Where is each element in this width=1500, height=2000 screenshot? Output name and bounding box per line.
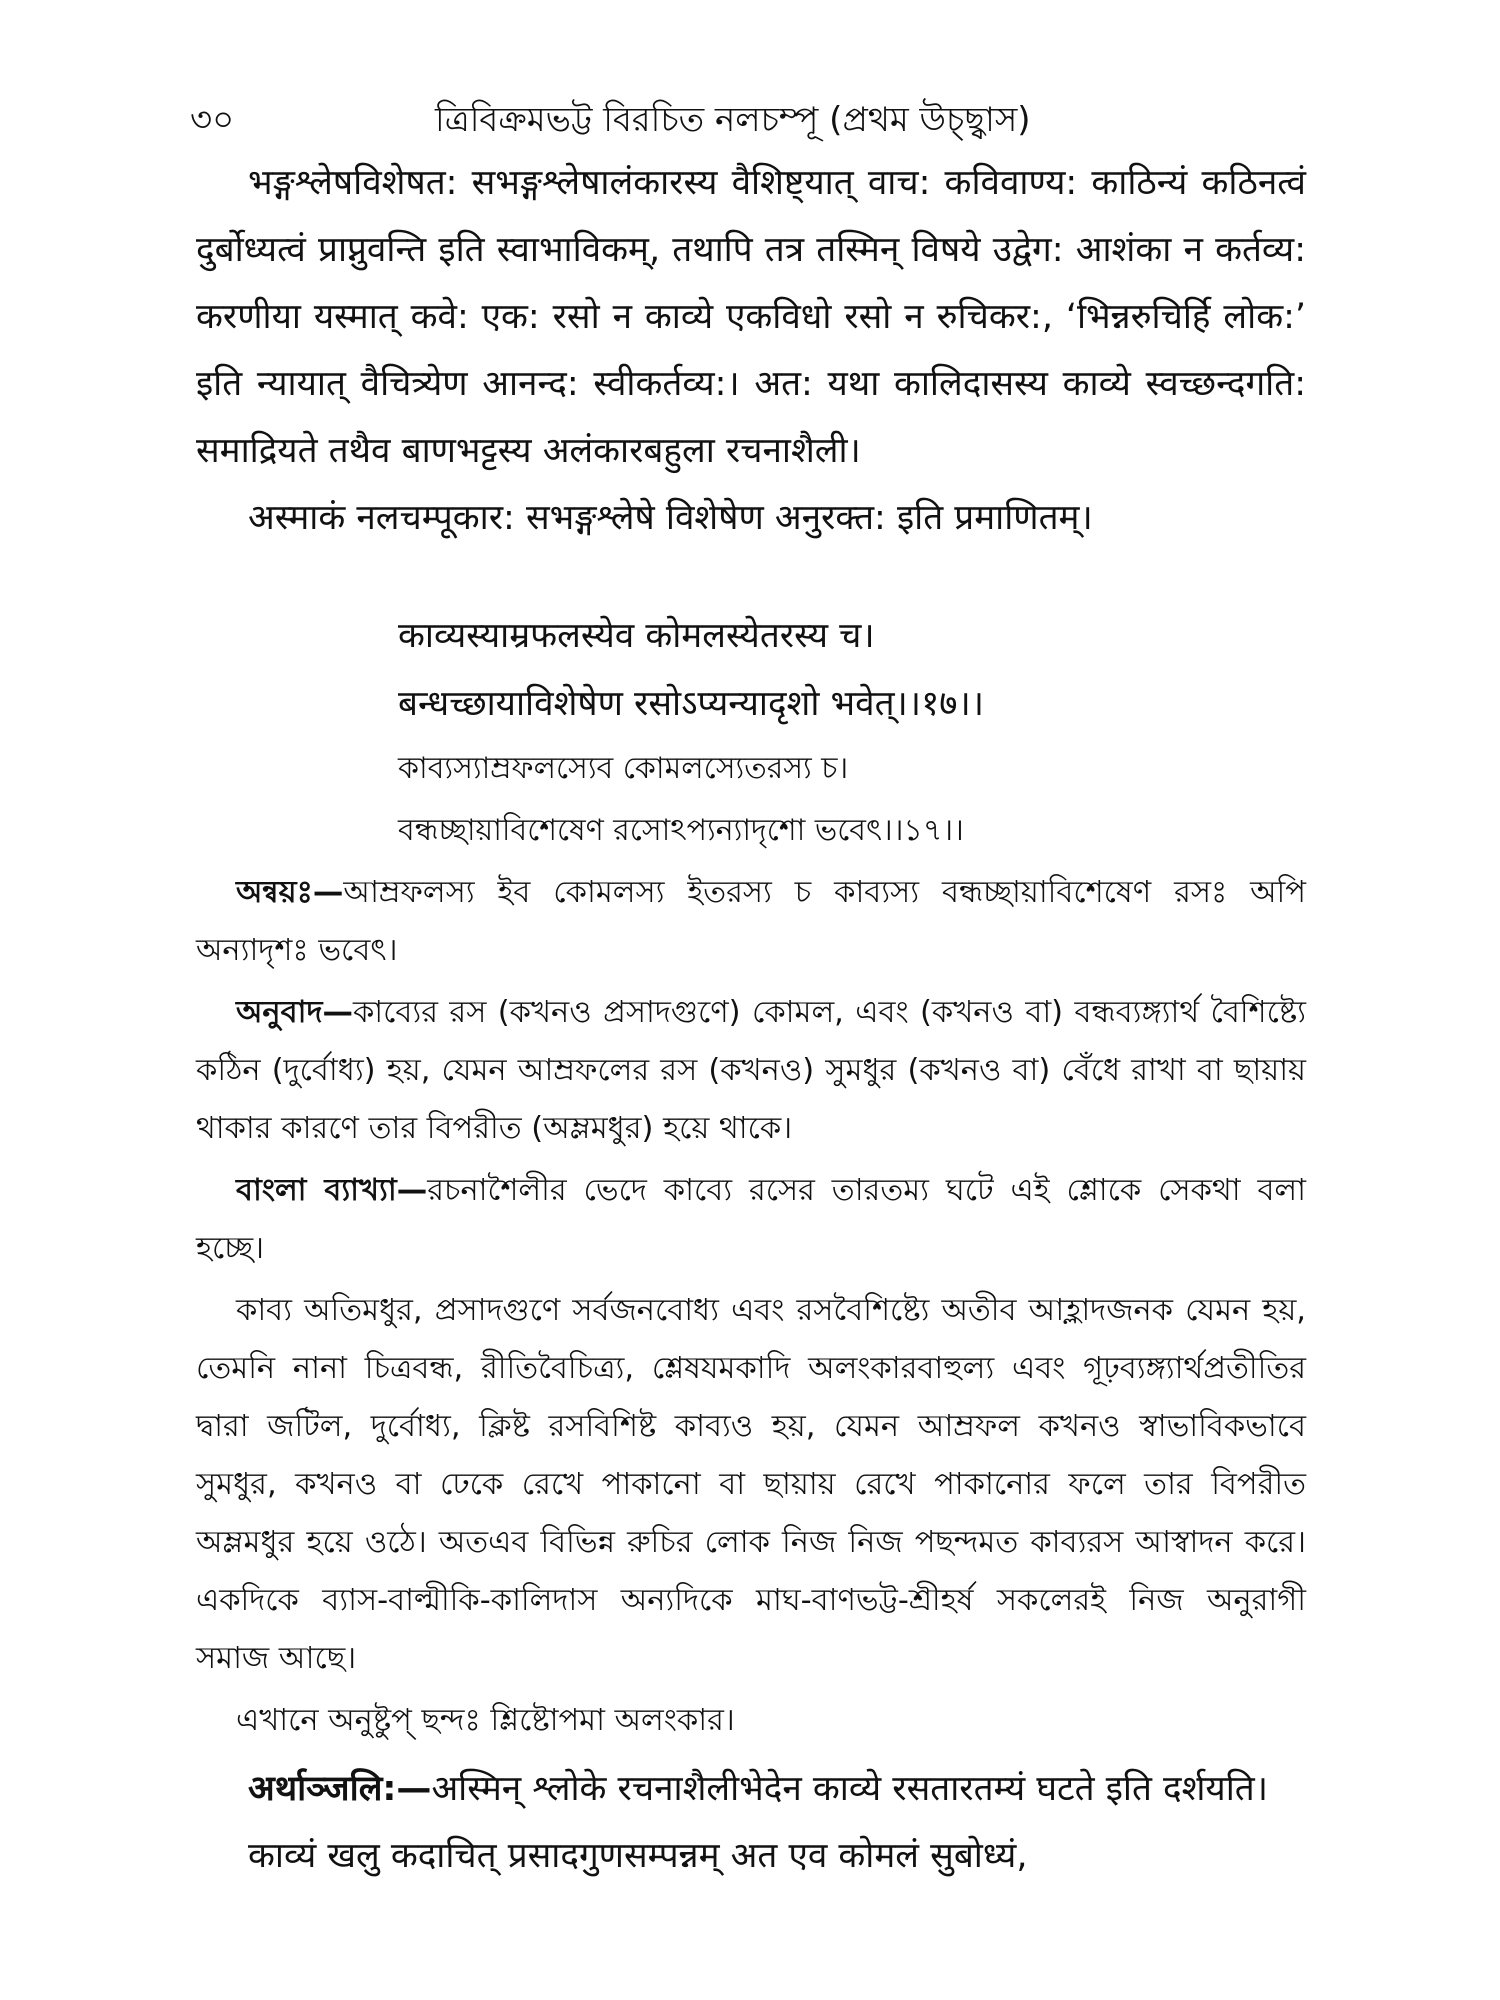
verse-devanagari-line-2: बन्धच्छायाविशेषेण रसोऽप्यन्यादृशो भवेत्।।१७।। (398, 684, 984, 724)
verse-bengali-line-1: কাব্যস্যাম্রফলস্যেব কোমলস্যেতরস্য চ। (398, 751, 849, 786)
sanskrit-commentary-paragraph: भङ्गश्लेषविशेषत: सभङ्गश्लेषालंकारस्य वैशिष्ट्यात् वाच: कविवाण्य: काठिन्यं कठिनत्वं दुर्बोध्यत्वं प्राप्नुवन्ति इति स्वाभाविकम्, तथापि तत्र तस्मिन् विषये उद्वेग: आशंका न कर्तव्य: करणीया यस्मात् कवे: एक: रसो न काव्ये एकविधो रसो न रुचिकर:, ‘भिन्नरुचिर्हि लोक:’ इति न्यायात् वैचित्र्येण आनन्द: स्वीकर्तव्य:। अत: यथा कालिदासस्य काव्ये स्वच्छन्दगति: समाद्रियते तथैव बाणभट्टस्य अलंकारबहुला रचनाशैली। (196, 163, 1306, 471)
bangla-explanation-paragraph: কাব্য অতিমধুর, প্রসাদগুণে সর্বজনবোধ্য এবং রসবৈশিষ্ট্যে অতীব আহ্লাদজনক যেমন হয়, তেমনি নানা চিত্রবন্ধ, রীতিবৈচিত্র্য, শ্লেষযমকাদি অলংকারবাহুল্য এবং গূঢ়ব্যঙ্গ্যার্থপ্রতীতির দ্বারা জটিল, দুর্বোধ্য, ক্লিষ্ট রসবিশিষ্ট কাব্যও হয়, যেমন আম্রফল কখনও স্বাভাবিকভাবে সুমধুর, কখনও বা ঢেকে রেখে পাকানো বা ছায়ায় রেখে পাকানোর ফলে তার বিপরীত অম্লমধুর হয়ে ওঠে। অতএব বিভিন্ন রুচির লোক নিজ নিজ পছন্দমত কাব্যরস আস্বাদন করে। একদিকে ব্যাস-বাল্মীকি-কালিদাস অন্যদিকে মাঘ-বাণভট্ট-শ্রীহর্ষ সকলেরই নিজ অনুরাগী সমাজ আছে। (196, 1293, 1306, 1676)
sanskrit-commentary-conclusion: अस्माकं नलचम्पूकार: सभङ्गश्लेषे विशेषेण अनुरक्त: इति प्रमाणितम्। (248, 498, 1093, 538)
verse-17 (398, 602, 1306, 862)
page-body (196, 150, 1306, 1890)
running-title: ত্রিবিক্রমভট্ট বিরচিত নলচম্পূ (প্রথম উচ্ছ্বাস) (435, 100, 1031, 140)
anubad-paragraph (196, 984, 1306, 1158)
verse-devanagari-line-1: काव्यस्याम्रफलस्येव कोमलस्येतरस्य च। (398, 616, 875, 656)
page-number: ৩০ (190, 100, 235, 140)
bangla-byakhya-text: রচনাশৈলীর ভেদে কাব্যে রসের তারতম্য ঘটে এই শ্লোকে সেকথা বলা হচ্ছে। (196, 1173, 1306, 1266)
verse-bengali-line-2: বন্ধচ্ছায়াবিশেষেণ রসোঽপ্যন্যাদৃশো ভবেৎ।।১৭।। (398, 813, 964, 848)
anvaya-paragraph (196, 864, 1306, 980)
anubad-label: অনুবাদ— (236, 995, 353, 1030)
anubad-text: কাব্যের রস (কখনও প্রসাদগুণে) কোমল, এবং (কখনও বা) বন্ধব্যঙ্গ্যার্থ বৈশিষ্ট্যে কঠিন (দুর্বোধ্য) হয়, যেমন আম্রফলের রস (কখনও) সুমধুর (কখনও বা) বেঁধে রাখা বা ছায়ায় থাকার কারণে তার বিপরীত (অম্লমধুর) হয়ে থাকে। (196, 995, 1306, 1146)
arthanjali-paragraph (196, 1756, 1306, 1823)
anvaya-text: আম্রফলস্য ইব কোমলস্য ইতরস্য চ কাব্যস্য বন্ধচ্ছায়াবিশেষেণ রসঃ অপি অন্যাদৃশঃ ভবেৎ। (196, 875, 1306, 968)
final-sanskrit-line: काव्यं खलु कदाचित् प्रसादगुणसम्पन्नम् अत एव कोमलं सुबोध्यं, (248, 1836, 1028, 1876)
bangla-byakhya-paragraph (196, 1162, 1306, 1278)
anvaya-label: অন্বয়ঃ— (236, 875, 344, 910)
arthanjali-label: अर्थाञ्जलि:— (248, 1769, 432, 1809)
chanda-alankara-note: এখানে অনুষ্টুপ্ ছন্দঃ শ্লিষ্টোপমা অলংকার। (236, 1703, 735, 1738)
bangla-byakhya-label: বাংলা ব্যাখ্যা— (236, 1173, 428, 1208)
page-header (190, 84, 1310, 144)
arthanjali-text: अस्मिन् श्लोके रचनाशैलीभेदेन काव्ये रसतारतम्यं घटते इति दर्शयति। (431, 1769, 1269, 1809)
